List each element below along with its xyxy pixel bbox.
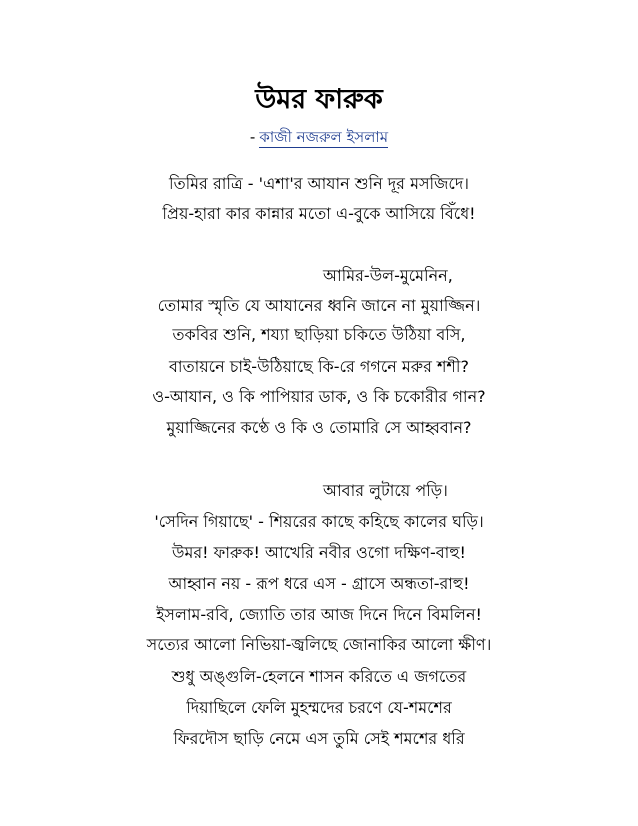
poem-line-6: বাতায়নে চাই-উঠিয়াছে কি-রে গগনে মরুর শশী? [169, 357, 469, 376]
author-name: কাজী নজরুল ইসলাম [259, 128, 389, 146]
poem-line-8: মুয়াজ্জিনের কণ্ঠে ও কি ও তোমারি সে আহ্ববান? [166, 418, 472, 437]
poem-line-11: উমর! ফারুক! আখেরি নবীর ওগো দক্ষিণ-বাহু! [172, 543, 466, 562]
poem-line-9: আবার লুটায়ে পড়ি। [323, 481, 448, 500]
poem-author [0, 126, 638, 148]
poem-line-13: ইসলাম-রবি, জ্যোতি তার আজ দিনে দিনে বিমলিন! [156, 605, 482, 624]
author-dash: - [249, 128, 256, 146]
poem-line-4: তোমার স্মৃতি যে আযানের ধ্বনি জানে না মুয়াজ্জিন। [157, 296, 481, 315]
poem-line-7: ও-আযান, ও কি পাপিয়ার ডাক, ও কি চকোরীর গান? [152, 387, 486, 406]
poem-line-2: প্রিয়-হারা কার কান্নার মতো এ-বুকে আসিয়ে বিঁধে! [162, 204, 476, 223]
poem-line-14: সত্যের আলো নিভিয়া-জ্বলিছে জোনাকির আলো ক্ষীণ। [146, 635, 492, 654]
poem-line-1: তিমির রাত্রি - 'এশা'র আযান শুনি দূর মসজিদে। [169, 174, 469, 193]
poem-title: উমর ফারুক [255, 84, 383, 115]
poem-line-5: তকবির শুনি, শয্যা ছাড়িয়া চকিতে উঠিয়া বসি, [172, 325, 466, 344]
poem-line-16: দিয়াছিলে ফেলি মুহম্মদের চরণে যে-শমশের [186, 698, 452, 717]
poem-line-15: শুধু অঙ্গুলি-হেলনে শাসন করিতে এ জগতের [171, 667, 467, 686]
poem-line-12: আহ্বান নয় - রূপ ধরে এস - গ্রাসে অন্ধতা-রাহু! [168, 574, 470, 593]
poem-line-17: ফিরদৌস ছাড়ি নেমে এস তুমি সেই শমশের ধরি [173, 729, 465, 748]
poem-line-3: আমির-উল-মুমেনিন, [323, 266, 453, 285]
poem-line-10: 'সেদিন গিয়াছে' - শিয়রের কাছে কহিছে কালের ঘড়ি। [154, 512, 484, 531]
